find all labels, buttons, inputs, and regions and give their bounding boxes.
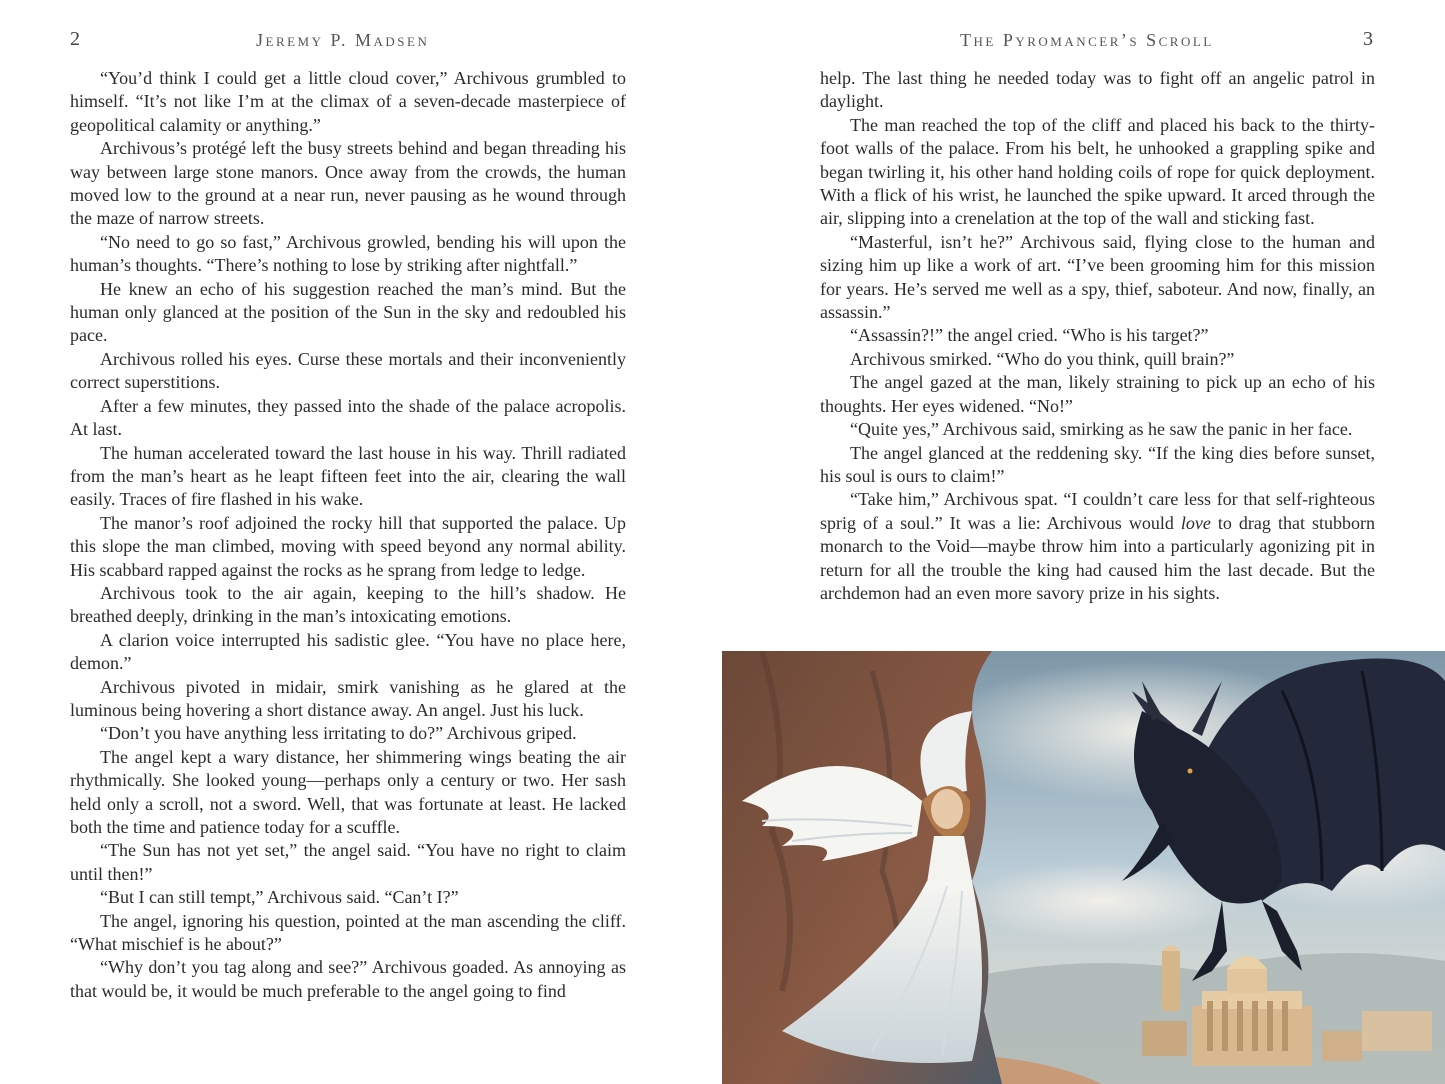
illustration-angel-and-demon	[722, 651, 1445, 1084]
page-number-right: 3	[1363, 28, 1374, 50]
continuation-paragraph: help. The last thing he needed today was to fight off an angelic patrol in daylight.	[820, 68, 1375, 112]
paragraph: A clarion voice interrupted his sadistic glee. “You have no place here, demon.”	[70, 629, 626, 674]
paragraph: “But I can still tempt,” Archivous said. “Can’t I?”	[100, 887, 459, 908]
left-page	[0, 0, 722, 1084]
paragraph: “Masterful, isn’t he?” Archivous said, flying close to the human and sizing him up like a work of art. “I’ve been grooming him for this mission for years. He’s served me well as a spy, thief, saboteur. And now, finally, an assassin.”	[820, 231, 1375, 323]
paragraph: Archivous pivoted in midair, smirk vanishing as he glared at the luminous being hovering a short distance away. An angel. Just his luck.	[70, 676, 626, 720]
emphasis: love	[1180, 512, 1211, 533]
paragraph: The angel kept a wary distance, her shimmering wings beating the air rhythmically. She looked young—perhaps only a century or two. Her sash held only a scroll, not a sword. Well, that was fortunate at least. He lacked both the time and patience today for a scuffle.	[70, 746, 626, 837]
paragraph: The manor’s roof adjoined the rocky hill that supported the palace. Up this slope the man climbed, moving with speed beyond any normal ability. His scabbard rapped against the rocks as he sprang from ledge to ledge.	[70, 512, 626, 580]
paragraph: Archivous took to the air again, keeping to the hill’s shadow. He breathed deeply, drinking in the man’s intoxicating emotions.	[70, 582, 626, 627]
paragraph: Archivous smirked. “Who do you think, quill brain?”	[850, 348, 1235, 369]
paragraph: “The Sun has not yet set,” the angel said. “You have no right to claim until then!”	[70, 840, 626, 884]
paragraph: The angel glanced at the reddening sky. “If the king dies before sunset, his soul is ours to claim!”	[820, 442, 1375, 486]
text-run: to drag that stubborn monarch to the Void—maybe throw him into a particularly agonizing pit in return for all the trouble the king had caused him the last decade. But the archdemon had an even more savory prize in his sights.	[820, 512, 1375, 603]
paragraph: He knew an echo of his suggestion reached the man’s mind. But the human only glanced at the position of the Sun in the sky and redoubled his pace.	[70, 278, 626, 346]
last-paragraph	[820, 488, 1375, 605]
paragraph: “Why don’t you tag along and see?” Archivous goaded. As annoying as that would be, it would be much preferable to the angel going to find	[70, 957, 626, 1001]
paragraph: “Assassin?!” the angel cried. “Who is his target?”	[850, 325, 1209, 346]
paragraph: After a few minutes, they passed into the shade of the palace acropolis. At last.	[70, 395, 626, 440]
paragraph: The human accelerated toward the last house in his way. Thrill radiated from the man’s heart as he leapt fifteen feet into the air, clearing the wall easily. Traces of fire flashed in his wake.	[70, 442, 626, 510]
page-number-left: 2	[70, 28, 81, 50]
illustration-painting	[722, 651, 1445, 1084]
paragraph: “You’d think I could get a little cloud cover,” Archivous grumbled to himself. “It’s not like I’m at the climax of a seven-decade masterpiece of geopolitical calamity or anything.”	[70, 68, 626, 135]
left-page-body	[70, 67, 626, 1003]
paragraph: “Don’t you have anything less irritating to do?” Archivous griped.	[100, 723, 577, 744]
paragraph: The man reached the top of the cliff and placed his back to the thirty-foot walls of the palace. From his belt, he unhooked a grappling spike and began twirling it, his other hand holding coils of rope for quick deployment. With a flick of his wrist, he launched the spike upward. It arced through the air, slipping into a crenelation at the top of the wall and sticking fast.	[820, 114, 1375, 229]
running-head-author: Jeremy P. Madsen	[256, 30, 430, 50]
paragraph: Archivous rolled his eyes. Curse these mortals and their inconveniently correct superstitions.	[70, 348, 626, 393]
text-run: “Take him,” Archivous spat. “I couldn’t care less for that self-righteous sprig of a soul.” It was a lie: Archivous would	[820, 489, 1375, 533]
running-head-title: The Pyromancer’s Scroll	[960, 30, 1214, 50]
paragraph: “Quite yes,” Archivous said, smirking as he saw the panic in her face.	[850, 419, 1353, 440]
paragraph: Archivous’s protégé left the busy streets behind and began threading his way between large stone manors. Once away from the crowds, the human moved low to the ground at a near run, never pausing as he wound through the maze of narrow streets.	[70, 138, 626, 229]
paragraph: The angel, ignoring his question, pointed at the man ascending the cliff. “What mischief is he about?”	[70, 910, 626, 955]
paragraph: “No need to go so fast,” Archivous growled, bending his will upon the human’s thoughts. “There’s nothing to lose by striking after nightfall.”	[70, 231, 626, 276]
right-page-body	[820, 67, 1375, 605]
paragraph: The angel gazed at the man, likely straining to pick up an echo of his thoughts. Her eyes widened. “No!”	[820, 372, 1375, 416]
